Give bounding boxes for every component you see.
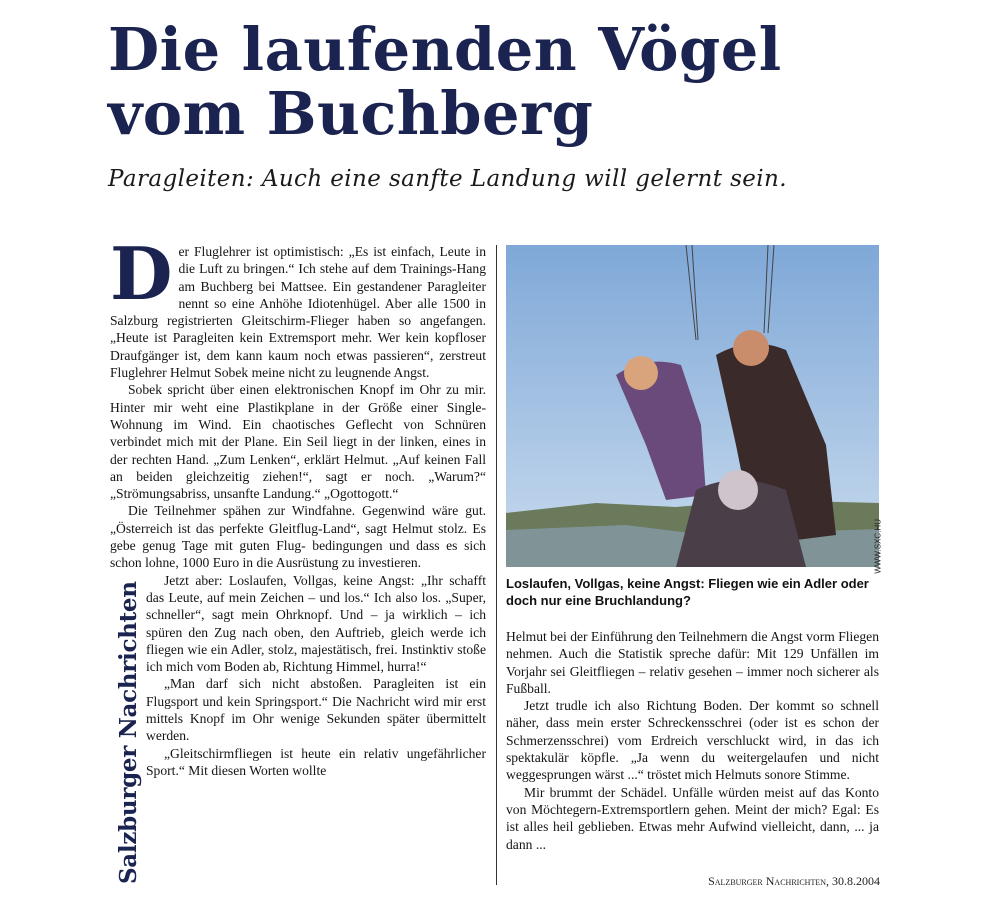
photo-caption: Loslaufen, Vollgas, keine Angst: Fliegen wie ein Adler oder doch nur eine Bruchlandung? (506, 576, 869, 608)
headline (108, 15, 908, 148)
column-divider (496, 245, 497, 885)
source-line: Salzburger Nachrichten, 30.8.2004 (708, 874, 880, 888)
paragraph-9: Mir brummt der Schädel. Unfälle würden meist auf das Konto von Möchtegern-Extremsportlern gehen. Meint der mich? Egal: Es ist alles heil geblieben. Etwas mehr Aufwind vielleicht, dann, ... ja dann ... (506, 784, 879, 852)
paraglider-photo (506, 245, 879, 567)
paragraph-7: Helmut bei der Einführung den Teilnehmern die Angst vorm Fliegen nehmen. Auch die Statistik spreche dafür: Mit 129 Unfällen im Vorjahr sei Gleitfliegen – relativ gesehen – immer noch sicherer als Fußball. (506, 629, 879, 696)
photo-credit: WWW.SXC.HU (874, 519, 883, 574)
indented-block (146, 572, 486, 780)
photo (506, 245, 883, 574)
masthead-text: Salzburger Nachrichten (115, 581, 142, 884)
paragraph-8: Jetzt trudle ich also Richtung Boden. Der kommt so schnell näher, dass mein erster Schreckensschrei (oder ist es schon der Schmerzensschrei) vom Erdreich verschluckt wird, in das ich spektakulär köpfle. „Ja wenn du weitergelaufen und nicht weggesprungen wärst ...“ tröstet mich Helmuts sonore Stimme. (506, 698, 879, 783)
paragraph-1-text: er Fluglehrer ist optimistisch: „Es ist einfach, Leute in die Luft zu bringen.“ Ich stehe auf dem Trainings-Hang am Buchberg bei Mattsee. Ein gestandener Paragleiter nennt so eine Anhöhe Idiotenhügel. Aber alle 1500 in Salzburg registrierten Gleitschirm-Flieger haben so angefangen. „Heute ist Paragleiten kein Extremsport mehr. Wer kein kopfloser Draufgänger ist, dem kann kaum noch etwas passieren“, zerstreut Fluglehrer Helmut Sobek meine nicht zu leugnende Angst. (110, 244, 486, 381)
article-column-right (506, 628, 879, 853)
subheadline: Paragleiten: Auch eine sanfte Landung will gelernt sein. (108, 166, 787, 192)
paragraph-2: Sobek spricht über einen elektronischen Knopf im Ohr zu mir. Hinter mir weht eine Plastikplane in der Größe einer Single-Wohnung im Wind. Ein chaotisches Geflecht von Schnüren verbindet mich mit der Plane. Ein Seil liegt in der linken, eines in der rechten Hand. „Zum Lenken“, erklärt Helmut. „Auf keinen Fall an beiden gleichzeitig ziehen!“, sagt er noch. „Warum?“ „Strömungsabriss, unsanfte Landung.“ „Ogottogott.“ (110, 382, 486, 502)
drop-cap: D (110, 231, 173, 316)
headline-line-1: Die laufenden Vögel (108, 15, 782, 84)
paragraph-4: Jetzt aber: Loslaufen, Vollgas, keine Angst: „Ihr schafft das Leute, auf mein Zeichen – und los.“ Ich also los. „Super, schneller“, sagt mein Ohrknopf. Und – ja wirklich – ich spüren den Zug nach oben, den Auftrieb, gleich werde ich fliegen wie ein Adler, stolz, majestätisch, frei. Instinktiv stoße ich mich vom Boden ab, Richtung Himmel, hurra!“ (146, 572, 486, 675)
paragraph-3 (110, 502, 486, 571)
pilot-3-helmet (718, 470, 758, 510)
pilot-1-head (624, 356, 658, 390)
article-column-left (110, 231, 486, 779)
paragraph-3-text-b: bedingungen und dass es sich schon lohne, 1000 Euro in die Ausrüstung zu investieren. (110, 538, 486, 571)
paragraph-6: „Gleitschirmfliegen ist heute ein relativ ungefährlicher Sport.“ Mit diesen Worten wollte (146, 745, 486, 778)
headline-line-2: vom Buchberg (108, 79, 594, 148)
pilot-2-head (733, 330, 769, 366)
masthead-logo (114, 581, 144, 884)
paragraph-1 (110, 231, 486, 381)
paragraph-5: „Man darf sich nicht abstoßen. Paragleiten ist ein Flugsport und kein Springsport.“ Die Nachricht wird mir erst mittels Knopf im Ohr wenige Sekunden später übermittelt werden. (146, 676, 486, 744)
paragraph-3-text-a: Die Teilnehmer spähen zur Windfahne. Gegenwind wäre gut. „Österreich ist das perfekte Gleitflug-Land“, sagt Helmut stolz. Es gebe genug Tage mit guten Flug- (110, 503, 486, 554)
